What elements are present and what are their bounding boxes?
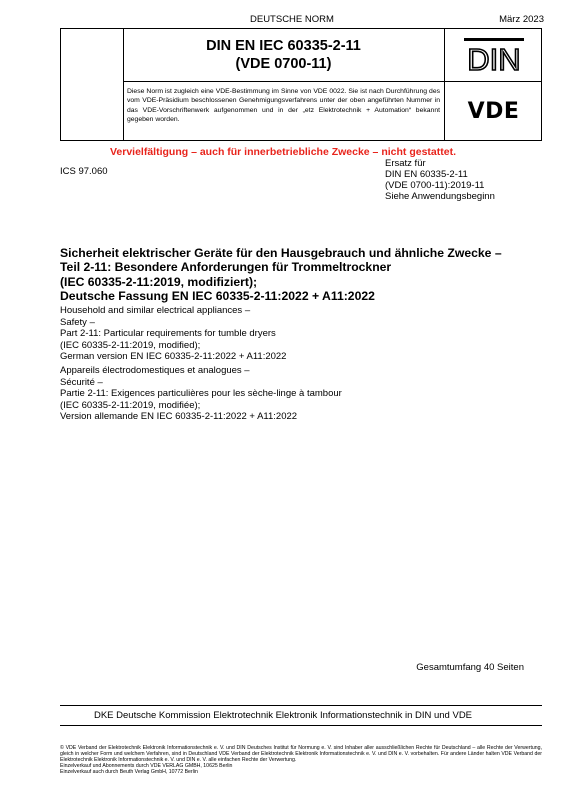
title-line: Household and similar electrical appliances –: [60, 305, 251, 316]
title-line: (IEC 60335-2-11:2019, modifiée);: [60, 399, 201, 411]
title-block: [60, 28, 542, 141]
standard-number-line: DIN EN IEC 60335-2-11: [206, 38, 361, 54]
sales-info: Einzelverkauf und Abonnements durch VDE VERLAG GMBH, 10625 Berlin: [60, 763, 233, 770]
english-title: [60, 305, 540, 363]
ics-code: ICS 97.060: [60, 166, 108, 177]
divider: [60, 705, 542, 706]
title-line: Version allemande EN IEC 60335-2-11:2022 + A11:2022: [60, 411, 298, 422]
din-logo: [444, 29, 543, 81]
sales-info: Einzelverkauf auch durch Beuth Verlag GmbH, 10772 Berlin: [60, 769, 198, 776]
title-line: Teil 2-11: Besondere Anforderungen für Trommeltrockner: [60, 260, 392, 275]
replacement-info: [385, 158, 495, 202]
title-line: German version EN IEC 60335-2-11:2022 + A11:2022: [60, 351, 287, 362]
replacement-line: (VDE 0700-11):2019-11: [385, 180, 485, 191]
copy-warning: Vervielfältigung – auch für innerbetriebliche Zwecke – nicht gestattet.: [109, 146, 456, 158]
title-line: Part 2-11: Particular requirements for tumble dryers: [60, 328, 276, 339]
german-title: [60, 246, 540, 303]
din-logo-icon: [463, 37, 525, 73]
divider: [60, 725, 542, 726]
vde-logo: VDE: [467, 99, 520, 124]
title-line: (IEC 60335-2-11:2019, modifiziert);: [60, 274, 258, 289]
norm-type-label: DEUTSCHE NORM: [250, 14, 334, 25]
copyright-notice: © VDE Verband der Elektrotechnik Elektronik Informationstechnik e. V. und DIN Deutsches Institut für Normung e. V. sind Inhaber aller ausschließlichen Rechte für Deutschland – alle Rechte der Verwertung, gleich in welcher Form und welchem Verfahren, sind in Deutschland VDE Verband der Elektrotechnik Elektronik Informationstechnik e. V. und DIN e. V. vorbehalten. Für andere Länder halten VDE Verband der Elektrotechnik Elektronik Informationstechnik e. V. und DIN e. V. alle einfachen Rechte der Verwertung.: [60, 745, 542, 764]
title-line: Sicherheit elektrischer Geräte für den Hausgebrauch und ähnliche Zwecke –: [60, 246, 502, 260]
vde-notice: Diese Norm ist zugleich eine VDE-Bestimmung im Sinne von VDE 0022. Sie ist nach Durchführung des vom VDE-Präsidium beschlossenen Genehmigungsverfahrens unter der oben angeführten Nummer in das VDE-Vorschriftenwerk aufgenommen und in der „etz Elektrotechnik + Automation“ bekannt gegeben worden.: [127, 88, 440, 124]
title-line: Deutsche Fassung EN IEC 60335-2-11:2022 + A11:2022: [60, 288, 375, 303]
replacement-line: Ersatz für: [385, 158, 426, 169]
publication-date: März 2023: [499, 14, 544, 25]
title-line: Appareils électrodomestiques et analogues –: [60, 365, 250, 376]
replacement-line: Siehe Anwendungsbeginn: [385, 191, 495, 202]
replacement-line: DIN EN 60335-2-11: [385, 169, 468, 180]
dke-label: DKE Deutsche Kommission Elektrotechnik Elektronik Informationstechnik in DIN und VDE: [93, 710, 473, 721]
title-line: Partie 2-11: Exigences particulières pour les sèche-linge à tambour: [60, 388, 342, 399]
french-title: [60, 365, 540, 423]
title-line: Sécurité –: [60, 376, 103, 388]
din-logo-text: DIN: [466, 42, 521, 73]
fine-print: [60, 745, 542, 775]
title-line: (IEC 60335-2-11:2019, modified);: [60, 339, 201, 351]
title-line: Safety –: [60, 316, 95, 328]
vde-classification: (VDE 0700-11): [235, 56, 332, 72]
total-pages: Gesamtumfang 40 Seiten: [416, 662, 524, 673]
standard-number: [123, 37, 444, 73]
